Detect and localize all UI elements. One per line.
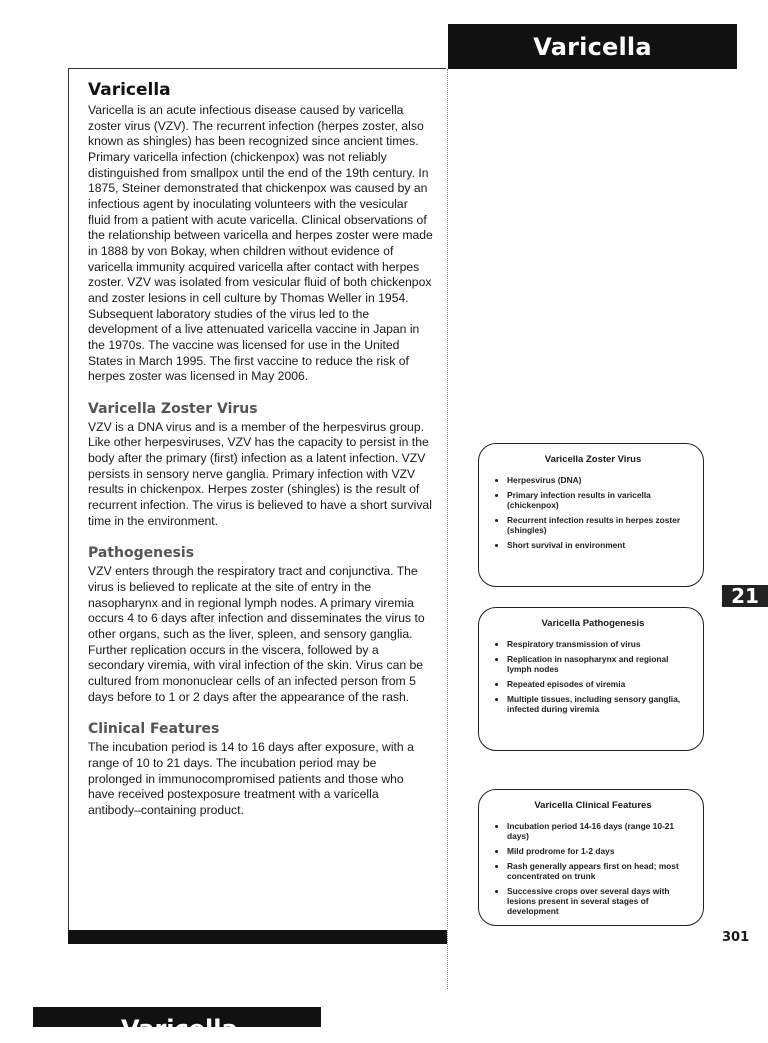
bottom-rule (68, 930, 447, 944)
slide-clinical (478, 789, 704, 926)
slide-bullet: • Successive crops over several days with lesions present in several stages of development (507, 886, 693, 916)
slide-bullet: • Multiple tissues, including sensory ganglia, infected during viremia (507, 694, 693, 714)
slide-title: Varicella Clinical Features (534, 800, 652, 811)
main-heading: Varicella (88, 80, 171, 100)
section-heading-pathogenesis: Pathogenesis (88, 545, 195, 562)
slide-bullet: • Primary infection results in varicella (chickenpox) (507, 490, 693, 510)
section-heading-vzv: Varicella Zoster Virus (88, 400, 258, 417)
intro-paragraph: Varicella is an acute infectious disease caused by varicella zoster virus (VZV). The recurrent infection (herpes zoster, also known as shingles) has been recognized since ancient times. Primary varicella infection (chickenpox) was not reliably distinguished from smallpox until the end of the 19th century. In 1875, Steiner demonstrated that chickenpox was caused by an infectious agent by inoculating volunteers with the vesicular fluid from a patient with acute varicella. Clinical observations of the relationship between varicella and herpes zoster were made in 1888 by von Bokay, when children without evidence of varicella immunity acquired varicella after contact with herpes zoster. VZV was isolated from vesicular fluid of both chickenpox and zoster lesions in cell culture by Thomas Weller in 1954. Subsequent laboratory studies of the virus led to the development of a live attenuated varicella vaccine in Japan in the 1970s. The vaccine was licensed for use in the United States in March 1995. The first vaccine to reduce the risk of herpes zoster was licensed in May 2006. (88, 103, 433, 384)
page-number: 301 (722, 930, 750, 945)
slide-vzv (478, 443, 704, 587)
slide-title: Varicella Zoster Virus (544, 454, 642, 465)
slide-bullet: • Repeated episodes of viremia (507, 679, 693, 689)
slide-bullet: • Incubation period 14-16 days (range 10-21 days) (507, 821, 693, 841)
slide-title: Varicella Pathogenesis (541, 618, 645, 629)
section-body-vzv: VZV is a DNA virus and is a member of the herpesvirus group. Like other herpesviruses, VZV has the capacity to persist in the body after the primary (first) infection as a latent infection. VZV persists in sensory nerve ganglia. Primary infection with VZV results in chickenpox. Herpes zoster (shingles) is the result of recurrent infection. The virus is believed to have a short survival time in the environment. (88, 419, 432, 528)
slide-bullet: • Short survival in environment (507, 540, 693, 550)
slide-bullet: • Respiratory transmission of virus (507, 639, 693, 649)
next-page-header-title: Varicella (121, 1015, 238, 1043)
slide-bullet: • Rash generally appears first on head; most concentrated on trunk (507, 861, 693, 881)
slide-bullet: • Herpesvirus (DNA) (507, 475, 693, 485)
section-body-clinical: The incubation period is 14 to 16 days after exposure, with a range of 10 to 21 days. The incubation period may be prolonged in immunocompromised patients and those who have received postexposure treatment with a varicella antibody–containing product. (88, 740, 414, 817)
next-page-header (33, 1007, 321, 1043)
chapter-number: 21 (731, 584, 759, 608)
slide-bullet: • Replication in nasopharynx and regional lymph nodes (507, 654, 693, 674)
column-divider (447, 69, 448, 989)
chapter-header-title: Varicella (533, 32, 652, 61)
chapter-number-tab (722, 585, 768, 607)
slide-bullet: • Recurrent infection results in herpes zoster (shingles) (507, 515, 693, 535)
slide-bullet: • Mild prodrome for 1-2 days (507, 846, 693, 856)
section-heading-clinical: Clinical Features (88, 721, 220, 738)
chapter-header (448, 24, 737, 69)
slide-pathogenesis (478, 607, 704, 751)
section-body-pathogenesis: VZV enters through the respiratory tract and conjunctiva. The virus is believed to replicate at the site of entry in the nasopharynx and in regional lymph nodes. A primary viremia occurs 4 to 6 days after infection and disseminates the virus to other organs, such as the liver, spleen, and sensory ganglia. Further replication occurs in the viscera, followed by a secondary viremia, with viral infection of the skin. Virus can be cultured from mononuclear cells of an infected person from 5 days before to 1 or 2 days after the appearance of the rash. (88, 564, 425, 704)
main-content (88, 80, 433, 819)
